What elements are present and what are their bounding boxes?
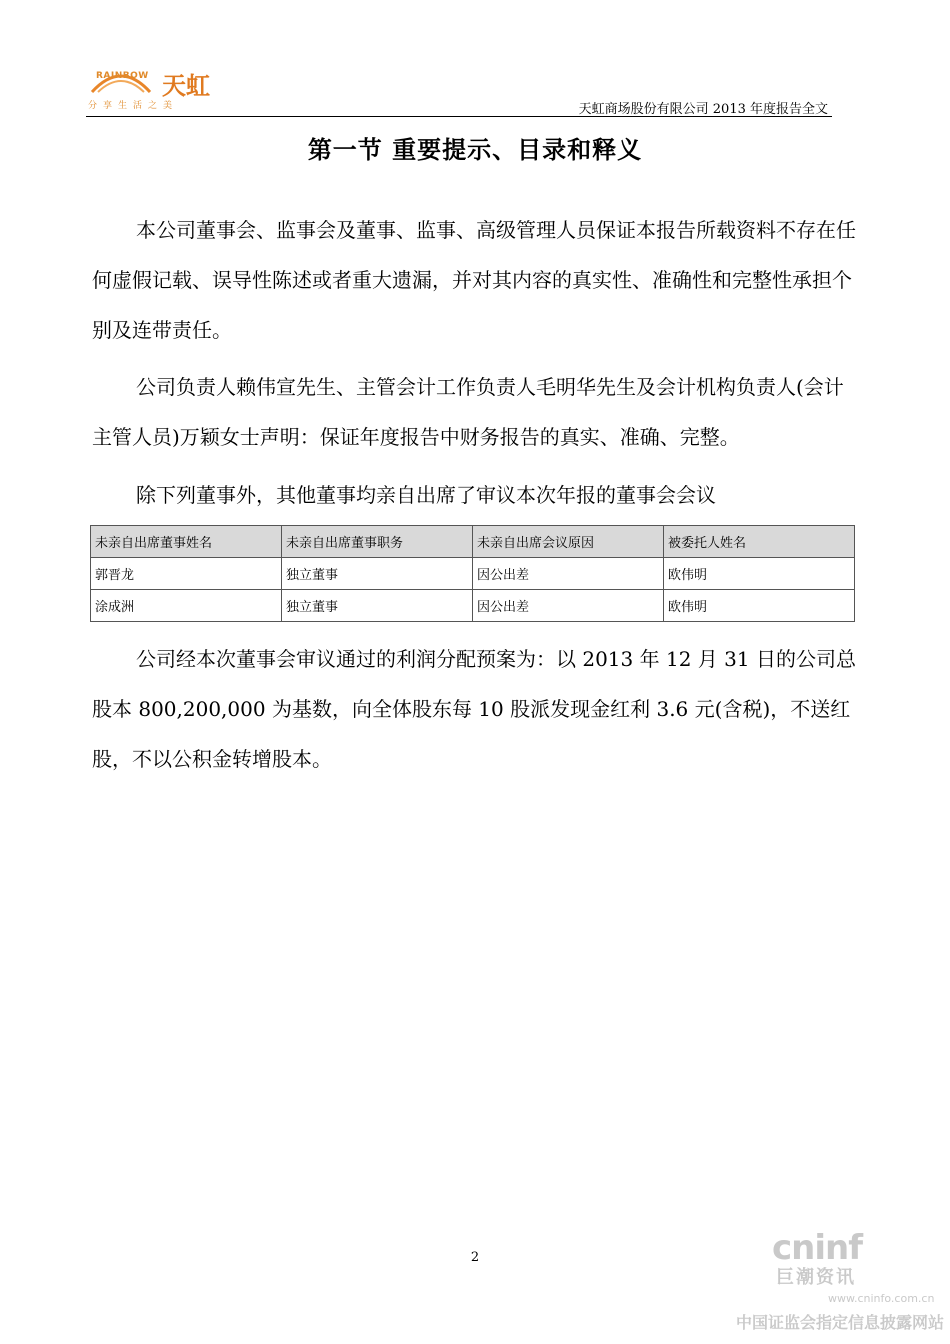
table-cell: 郭晋龙	[91, 558, 282, 590]
paragraph-profit-distribution: 公司经本次董事会审议通过的利润分配预案为：以 2013 年 12 月 31 日的公司总股本 800,200,000 为基数，向全体股东每 10 股派发现金红利 3.6 元(含税)，不送红股，不以公积金转增股本。	[92, 647, 856, 771]
table-cell: 独立董事	[282, 590, 473, 622]
watermark-site-caption: 中国证监会指定信息披露网站	[736, 1313, 945, 1332]
logo-brand-text: RAINBOW	[96, 71, 149, 81]
table-header-cell: 未亲自出席会议原因	[473, 526, 664, 558]
table-cell: 因公出差	[473, 558, 664, 590]
section-title: 第一节 重要提示、目录和释义	[307, 135, 643, 164]
paragraph-declaration: 公司负责人赖伟宣先生、主管会计工作负责人毛明华先生及会计机构负责人(会计主管人员)万颖女士声明：保证年度报告中财务报告的真实、准确、完整。	[92, 375, 844, 449]
page-number: 2	[470, 1250, 480, 1265]
absent-directors-table	[90, 525, 855, 622]
table-cell: 欧伟明	[664, 590, 855, 622]
document-header-title: 天虹商场股份有限公司 2013 年度报告全文	[578, 102, 828, 117]
paragraph-absent-directors: 除下列董事外，其他董事均亲自出席了审议本次年报的董事会会议	[136, 483, 716, 507]
table-cell: 独立董事	[282, 558, 473, 590]
header-divider	[86, 116, 832, 117]
watermark-url: www.cninfo.com.cn	[828, 1292, 935, 1305]
logo-cn-text: 天虹	[162, 72, 210, 100]
watermark-brand: 巨潮资讯	[776, 1267, 856, 1288]
table-header-cell: 未亲自出席董事姓名	[91, 526, 282, 558]
table-header-row	[91, 526, 855, 558]
table-row	[91, 558, 855, 590]
table-header-cell: 未亲自出席董事职务	[282, 526, 473, 558]
logo-slogan: 分享生活之美	[88, 101, 179, 111]
table-cell: 欧伟明	[664, 558, 855, 590]
company-logo	[86, 66, 246, 116]
watermark-logo: cninf	[772, 1228, 863, 1268]
table-header-cell: 被委托人姓名	[664, 526, 855, 558]
table-cell: 因公出差	[473, 590, 664, 622]
table-cell: 涂成洲	[91, 590, 282, 622]
paragraph-responsibility: 本公司董事会、监事会及董事、监事、高级管理人员保证本报告所载资料不存在任何虚假记载、误导性陈述或者重大遗漏，并对其内容的真实性、准确性和完整性承担个别及连带责任。	[92, 218, 856, 342]
table-row	[91, 590, 855, 622]
